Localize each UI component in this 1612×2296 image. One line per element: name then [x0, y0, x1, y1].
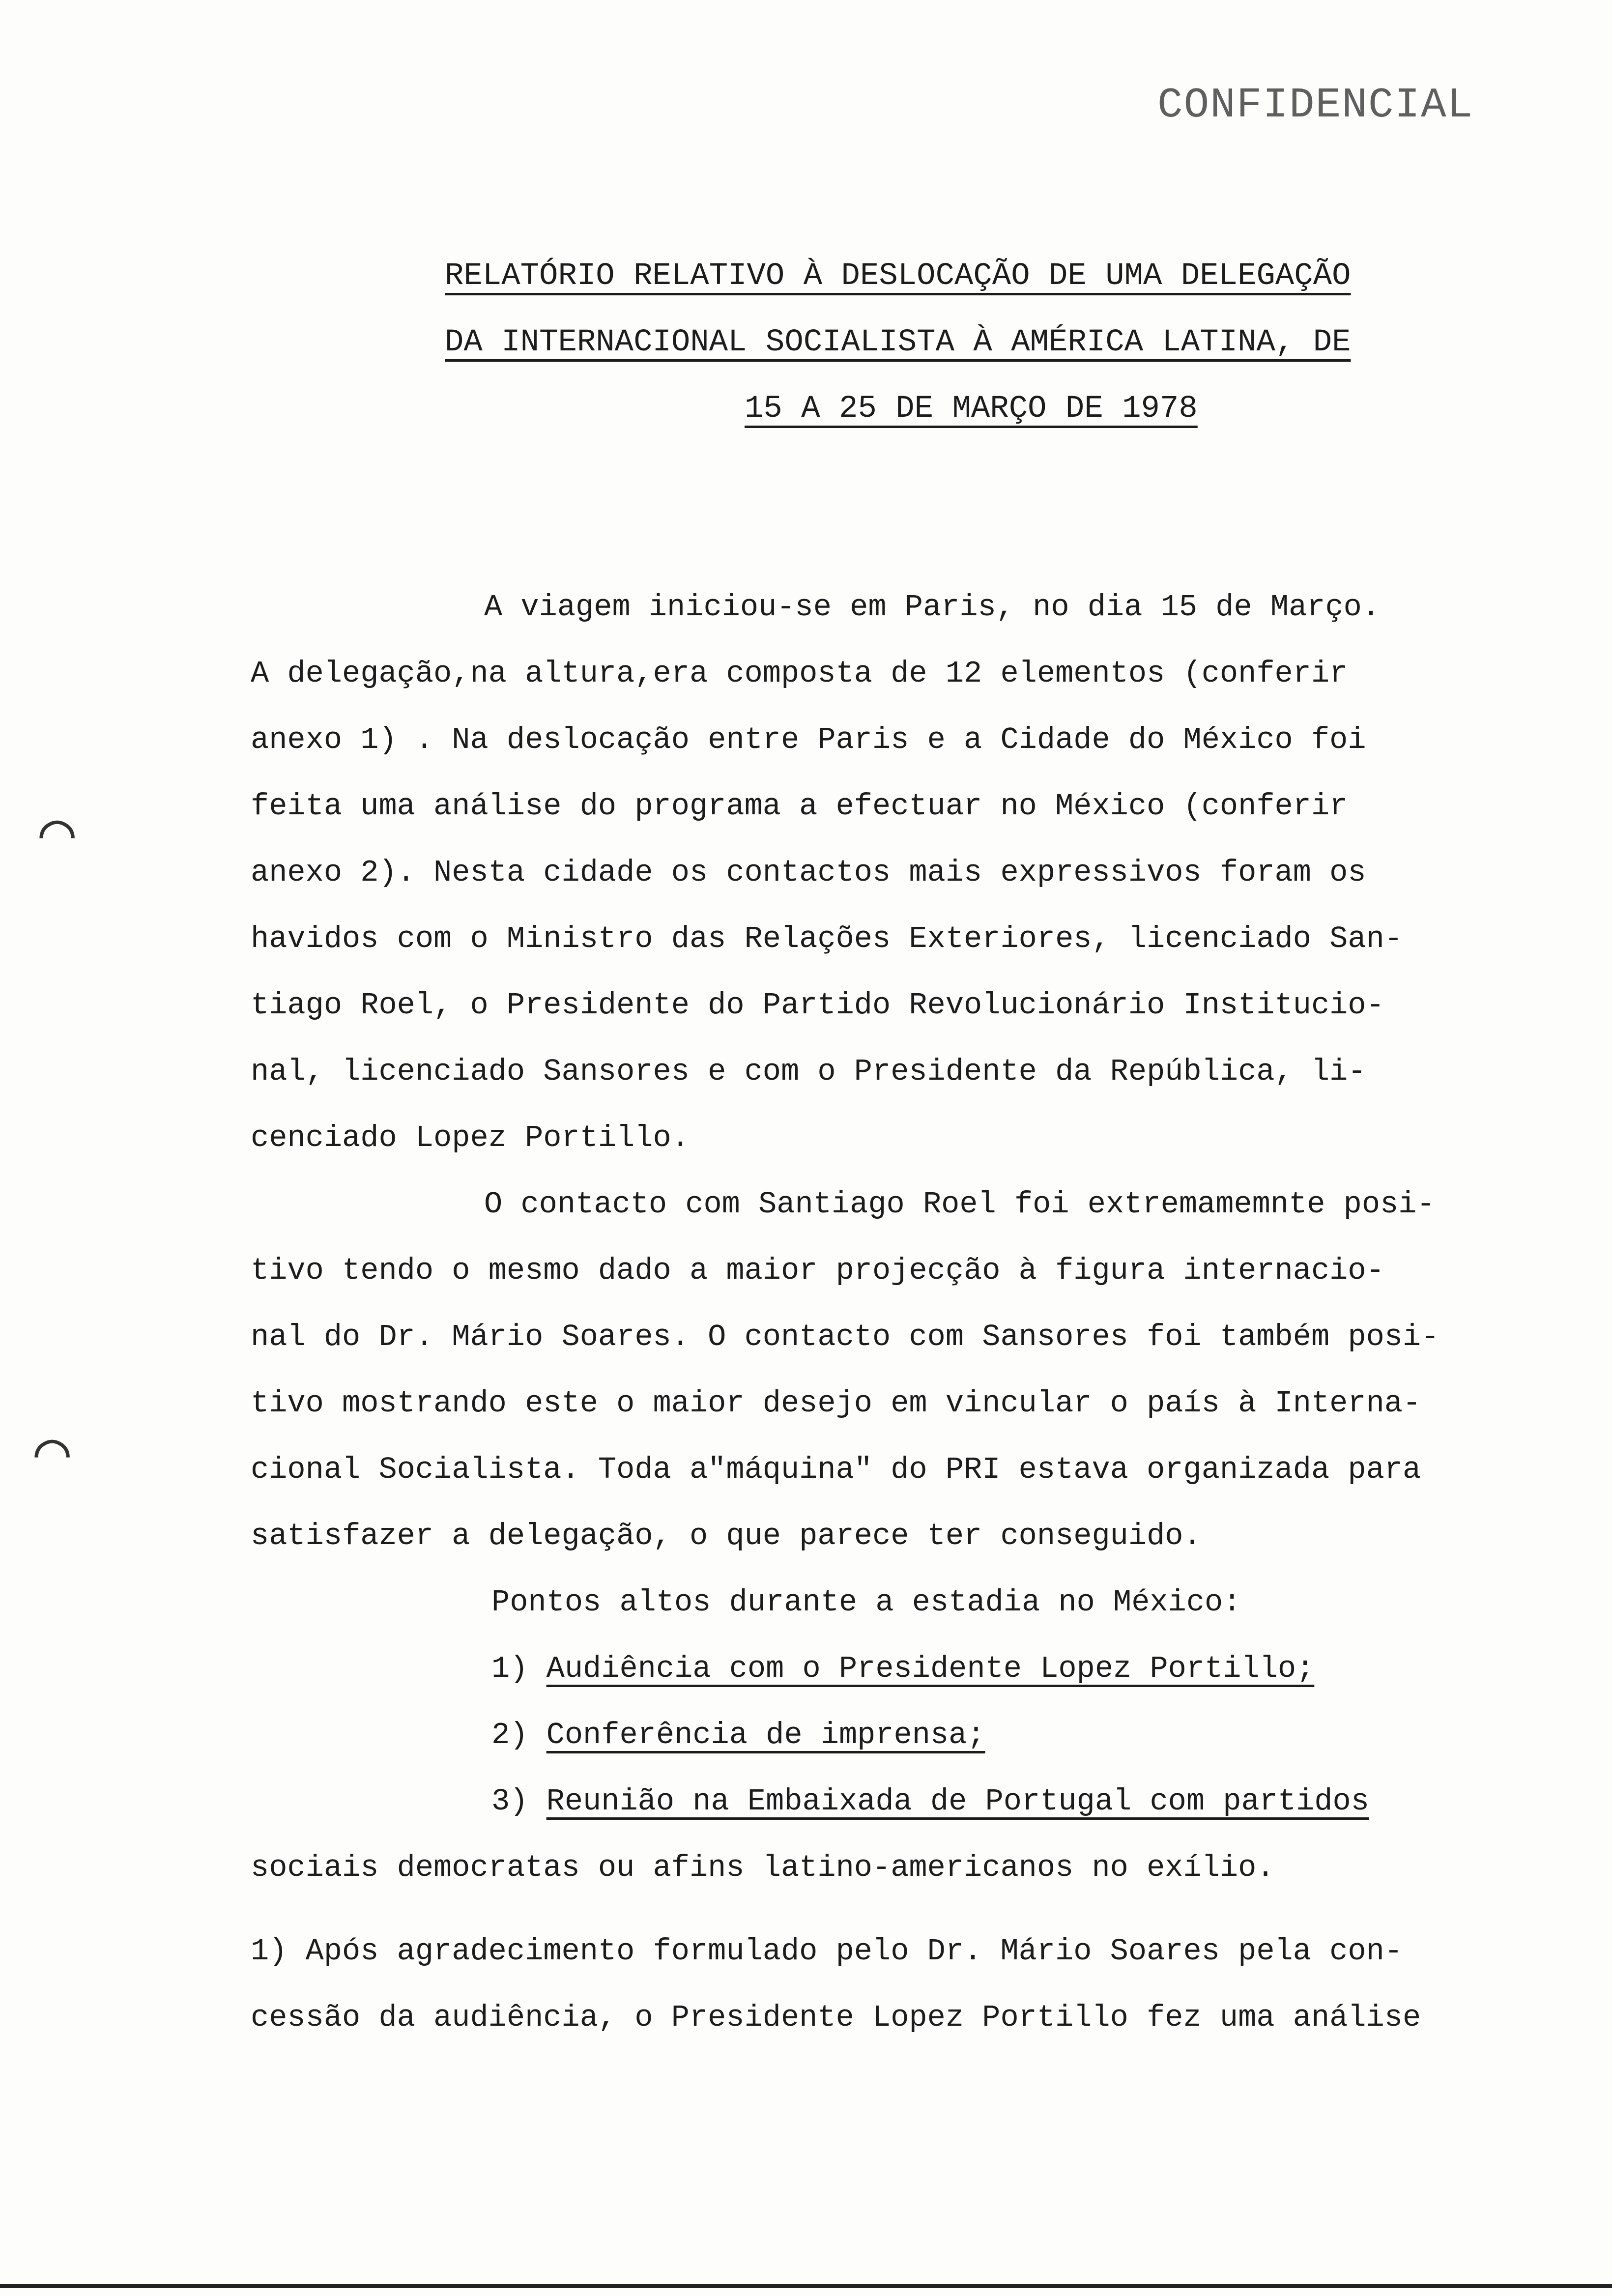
title-line-1: RELATÓRIO RELATIVO À DESLOCAÇÃO DE UMA DELEGAÇÃO: [445, 258, 1351, 294]
confidential-stamp: CONFIDENCIAL: [1157, 81, 1474, 129]
list-number: 3): [491, 1784, 528, 1819]
body-line: anexo 2). Nesta cidade os contactos mais expressivos foram os: [251, 855, 1366, 890]
list-text: Conferência de imprensa;: [546, 1718, 985, 1752]
body-line: 1) Após agradecimento formulado pelo Dr. Mário Soares pela con-: [251, 1934, 1403, 1969]
list-item-3: [491, 1786, 1369, 1817]
body-line: tivo tendo o mesmo dado a maior projecção à figura internacio-: [251, 1253, 1384, 1288]
list-number: 1): [491, 1651, 528, 1686]
list-text: Audiência com o Presidente Lopez Portillo;: [546, 1651, 1315, 1686]
binding-hole-mark: ⌒: [34, 1421, 70, 1488]
body-line: satisfazer a delegação, o que parece ter conseguido.: [251, 1519, 1202, 1553]
binding-hole-mark: ⌒: [39, 802, 75, 869]
title-line-3: 15 A 25 DE MARÇO DE 1978: [745, 391, 1198, 427]
body-line: A delegação,na altura,era composta de 12 elementos (conferir: [251, 656, 1348, 691]
body-line: havidos com o Ministro das Relações Exteriores, licenciado San-: [251, 921, 1403, 956]
body-line: sociais democratas ou afins latino-americanos no exílio.: [251, 1850, 1275, 1885]
body-line: A viagem iniciou-se em Paris, no dia 15 de Março.: [484, 590, 1381, 625]
title-line-2: DA INTERNACIONAL SOCIALISTA À AMÉRICA LATINA, DE: [445, 325, 1351, 360]
scan-edge-rule: [0, 2284, 1612, 2288]
list-item-2: [491, 1720, 985, 1751]
body-line: cenciado Lopez Portillo.: [251, 1120, 690, 1155]
body-line: feita uma análise do programa a efectuar no México (conferir: [251, 789, 1348, 824]
body-line: cional Socialista. Toda a"máquina" do PRI estava organizada para: [251, 1452, 1421, 1487]
body-line: nal, licenciado Sansores e com o Presidente da República, li-: [251, 1054, 1366, 1089]
list-text: Reunião na Embaixada de Portugal com partidos: [546, 1784, 1369, 1819]
body-line: O contacto com Santiago Roel foi extremamemnte posi-: [484, 1187, 1435, 1222]
body-line: tivo mostrando este o maior desejo em vincular o país à Interna-: [251, 1386, 1421, 1421]
body-line: nal do Dr. Mário Soares. O contacto com Sansores foi também posi-: [251, 1320, 1439, 1354]
body-line: Pontos altos durante a estadia no México:: [491, 1585, 1241, 1620]
body-line: cessão da audiência, o Presidente Lopez Portillo fez uma análise: [251, 2000, 1421, 2035]
list-number: 2): [491, 1718, 528, 1752]
list-item-1: [491, 1651, 1315, 1686]
body-line: anexo 1) . Na deslocação entre Paris e a Cidade do México foi: [251, 722, 1366, 757]
body-line: tiago Roel, o Presidente do Partido Revolucionário Institucio-: [251, 988, 1384, 1023]
